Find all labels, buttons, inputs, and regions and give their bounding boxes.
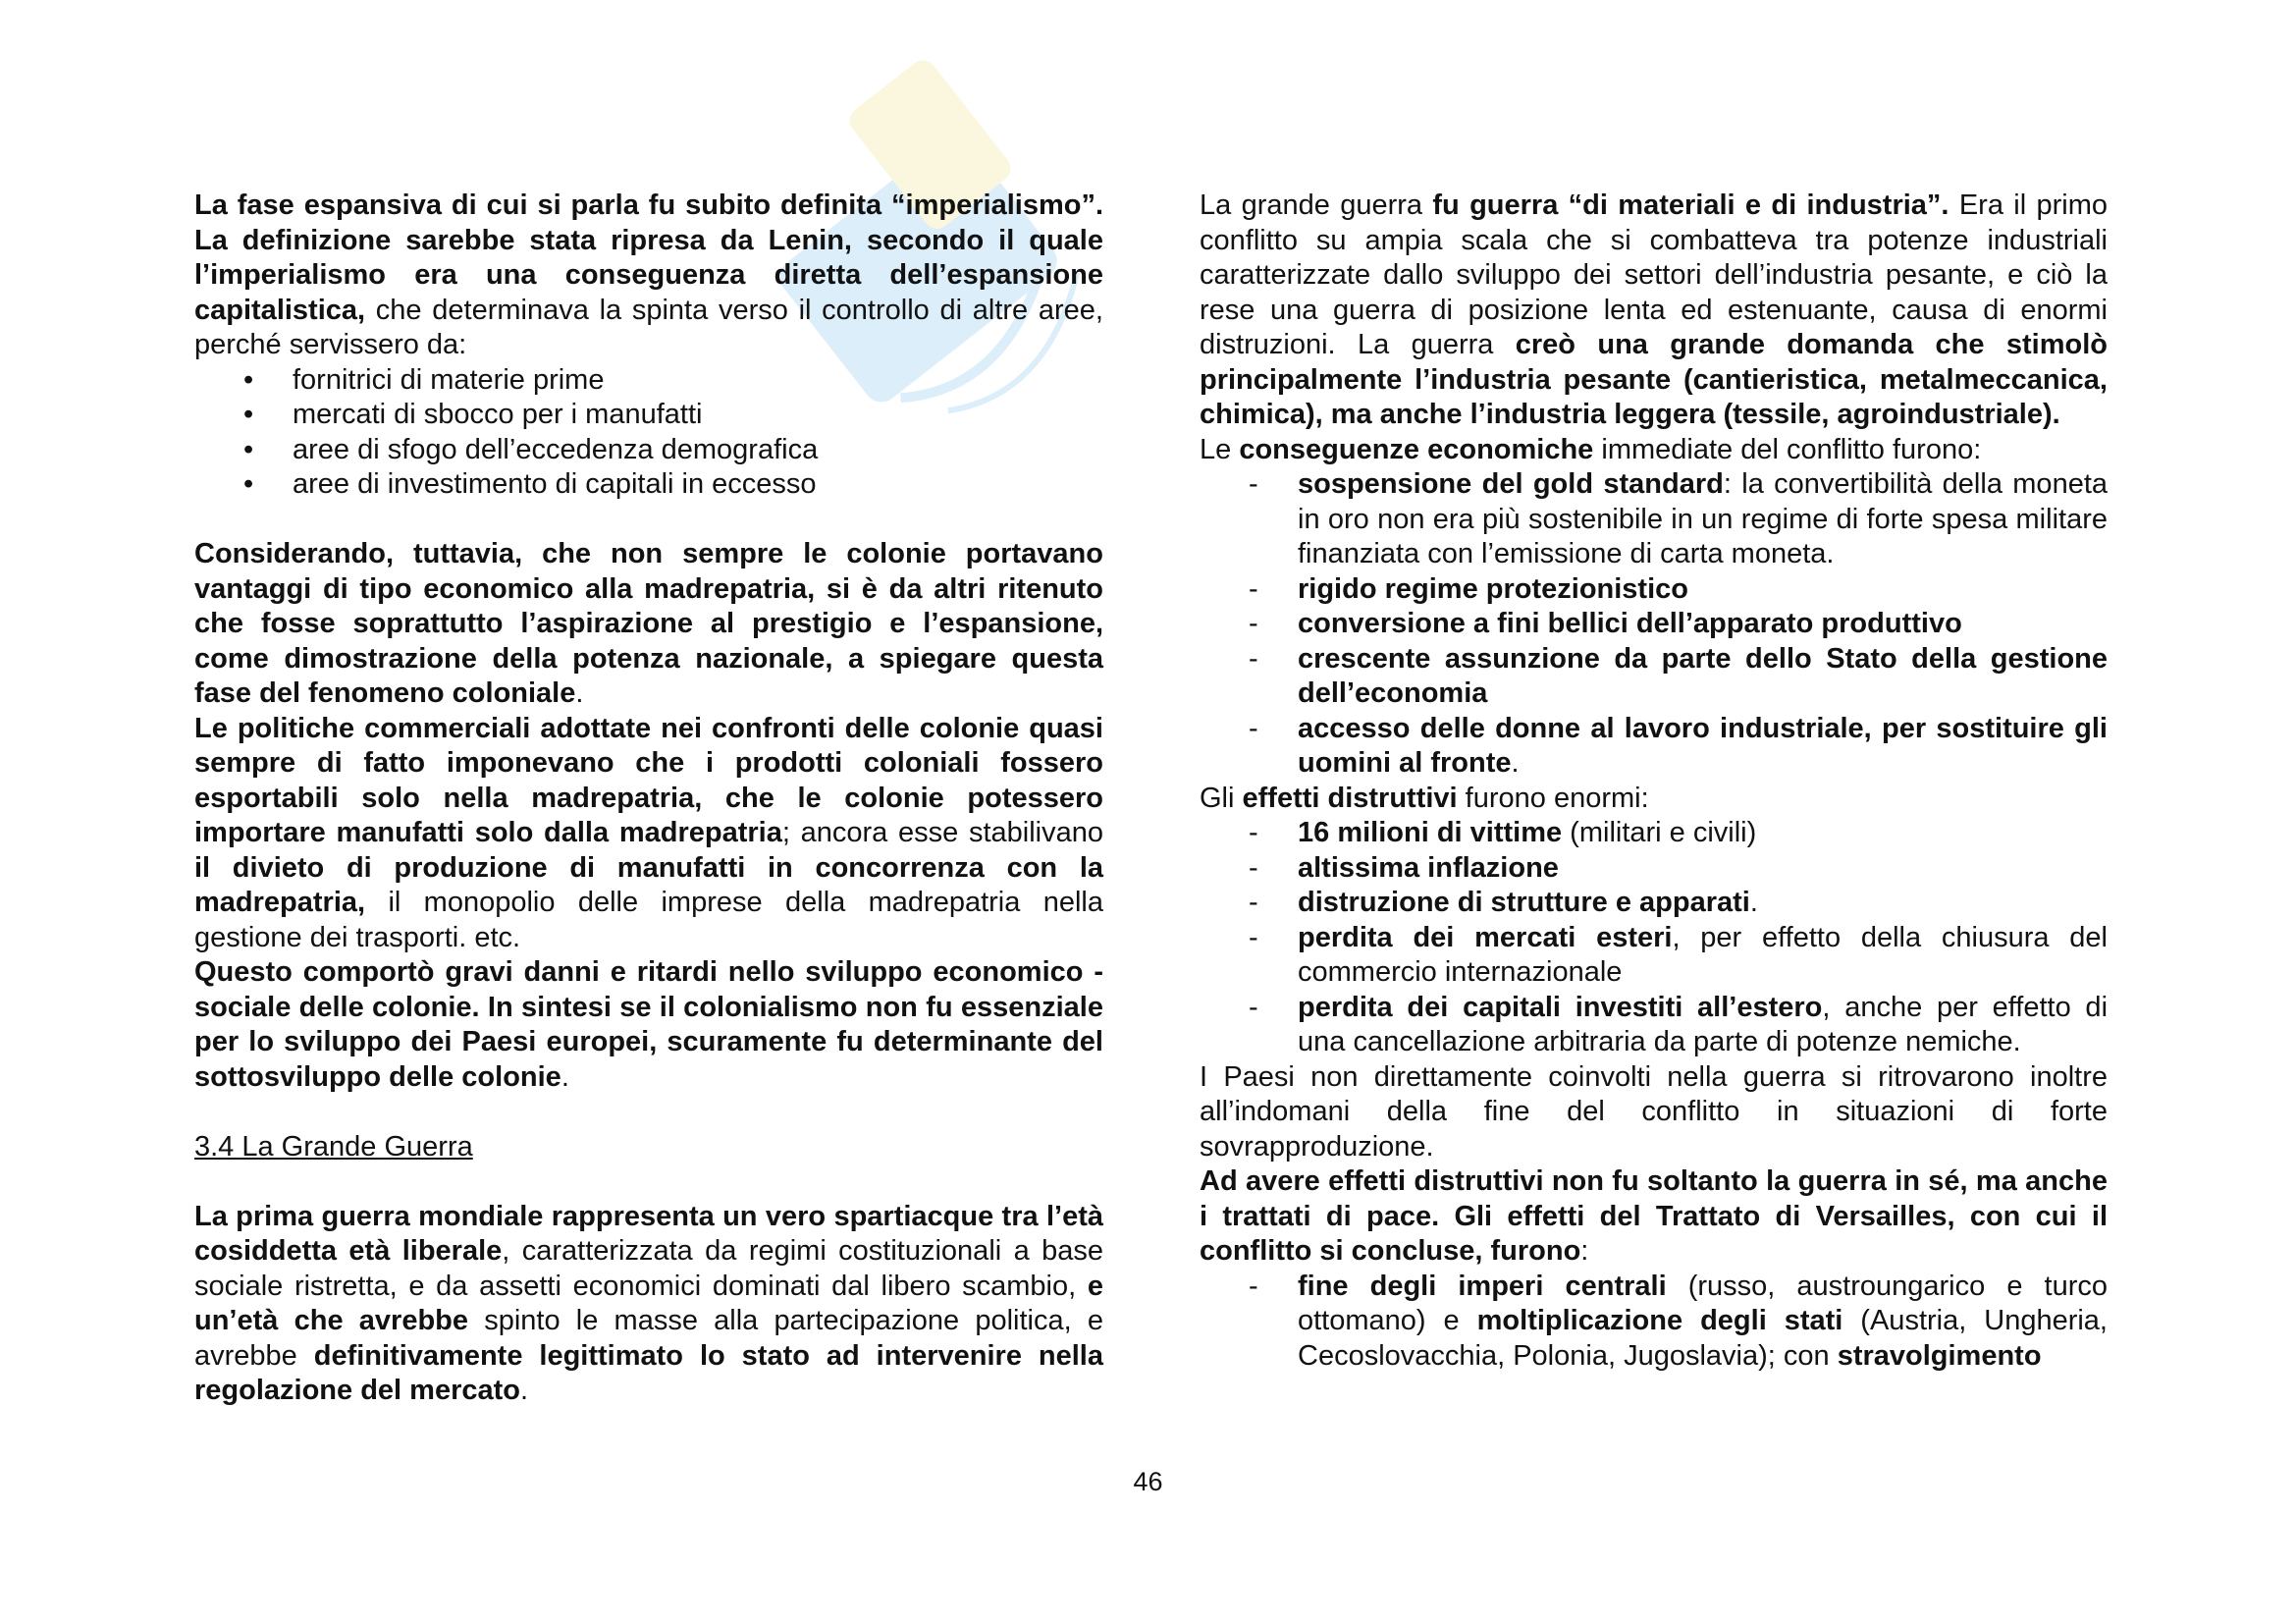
paragraph-prima-guerra: La prima guerra mondiale rappresenta un vero spartiacque tra l’età cosiddetta età liberale, caratterizzata da regimi costituzionali a base sociale ristretta, e da assetti economici dominati dal libero scambio, e un’età che avrebbe spinto le masse alla partecipazione politica, e avrebbe definitivamente legittimato lo stato ad intervenire nella regolazione del mercato. (194, 1200, 1103, 1406)
list-item: - 16 milioni di vittime (militari e civili) (1200, 816, 2108, 851)
paragraph-trattati: Ad avere effetti distruttivi non fu soltanto la guerra in sé, ma anche i trattati di pace. Gli effetti del Trattato di Versailles, con cui il conflitto si concluse, furono: (1200, 1165, 2108, 1267)
bullet-marker: • (243, 399, 254, 430)
section-heading: 3.4 La Grande Guerra (194, 1130, 473, 1163)
paragraph-danni: Questo comportò gravi danni e ritardi nello sviluppo economico - sociale delle colonie. In sintesi se il colonialismo non fu essenziale per lo sviluppo dei Paesi europei, scuramente fu determinante del sottosviluppo delle colonie. (194, 956, 1103, 1093)
list-item: - distruzione di strutture e apparati. (1200, 886, 2108, 921)
dash-marker: - (1249, 991, 1258, 1023)
dash-marker: - (1249, 468, 1258, 500)
list-item: • fornitrici di materie prime (194, 363, 1103, 399)
paragraph-imperialismo: La fase espansiva di cui si parla fu subito definita “imperialismo”. La definizione sarebbe stata ripresa da Lenin, secondo il quale l’imperialismo era una conseguenza diretta dell’espansione capitalistica, che determinava la spinta verso il controllo di altre aree, perché servissero da: (194, 189, 1103, 360)
page-number: 46 (1133, 1467, 1163, 1496)
paragraph-sovrapproduzione: I Paesi non direttamente coinvolti nella guerra si ritrovarono inoltre all’indomani della fine del conflitto in situazioni di forte sovrapproduzione. (1200, 1060, 2108, 1163)
list-item: • aree di investimento di capitali in eccesso (194, 467, 1103, 503)
dash-marker: - (1249, 608, 1258, 639)
list-item: - perdita dei mercati esteri, per effetto della chiusura del commercio internazionale (1249, 921, 2108, 988)
dash-marker: - (1249, 642, 1258, 675)
bullet-marker: • (243, 363, 254, 396)
bullet-list-aree (194, 363, 1103, 503)
dash-marker: - (1249, 851, 1258, 884)
paragraph-prestigio: Considerando, tuttavia, che non sempre le colonie portavano vantaggi di tipo economico alla madrepatria, si è da altri ritenuto che fosse soprattutto l’aspirazione al prestigio e l’espansione, come dimostrazione della potenza nazionale, a spiegare questa fase del fenomeno coloniale. (194, 538, 1103, 709)
paragraph-grande-guerra: La grande guerra fu guerra “di materiali e di industria”. Era il primo conflitto su ampia scala che si combatteva tra potenze industriali caratterizzate dallo sviluppo dei settori dell’industria pesante, e ciò la rese una guerra di posizione lenta ed estenuante, causa di enormi distruzioni. La guerra creò una grande domanda che stimolò principalmente l’industria pesante (cantieristica, metalmeccanica, chimica), ma anche l’industria leggera (tessile, agroindustriale). (1200, 189, 2109, 430)
dash-list-versailles (1200, 1270, 2108, 1375)
dash-list-conseguenze (1200, 467, 2108, 782)
dash-marker: - (1249, 1270, 1258, 1302)
dash-marker: - (1249, 572, 1258, 605)
right-column (1200, 189, 2108, 1374)
list-item: • aree di sfogo dell’eccedenza demografica (194, 433, 1103, 468)
list-item: - conversione a fini bellici dell’apparato produttivo (1200, 607, 2108, 642)
dash-marker: - (1249, 712, 1258, 744)
paragraph-effetti: Gli effetti distruttivi furono enormi: (1200, 782, 1649, 814)
left-column (194, 189, 1103, 1409)
list-item: - rigido regime protezionistico (1200, 572, 2108, 608)
bullet-marker: • (243, 468, 254, 500)
list-item: - altissima inflazione (1200, 851, 2108, 887)
dash-marker: - (1249, 887, 1258, 918)
paragraph-politiche-commerciali: Le politiche commerciali adottate nei confronti delle colonie quasi sempre di fatto imponevano che i prodotti coloniali fossero esportabili solo nella madrepatria, che le colonie potessero importare manufatti solo dalla madrepatria; ancora esse stabilivano il divieto di produzione di manufatti in concorrenza con la madrepatria, il monopolio delle imprese della madrepatria nella gestione dei trasporti. etc. (194, 712, 1104, 953)
list-item: - sospensione del gold standard: la convertibilità della moneta in oro non era più sostenibile in un regime di forte spesa militare finanziata con l’emissione di carta moneta. (1249, 468, 2109, 569)
dash-list-effetti (1200, 816, 2108, 1060)
paragraph-conseguenze: Le conseguenze economiche immediate del conflitto furono: (1200, 433, 1982, 465)
dash-marker: - (1249, 817, 1258, 848)
dash-marker: - (1249, 921, 1258, 953)
list-item: - fine degli imperi centrali (russo, austroungarico e turco ottomano) e moltiplicazione degli stati (Austria, Ungheria, Cecoslovacchia, Polonia, Jugoslavia); con stravolgimento (1249, 1270, 2108, 1372)
list-item: - perdita dei capitali investiti all’estero, anche per effetto di una cancellazione arbitraria da parte di potenze nemiche. (1249, 991, 2109, 1057)
list-item: - crescente assunzione da parte dello Stato della gestione dell’economia (1249, 642, 2108, 709)
list-item: • mercati di sbocco per i manufatti (194, 398, 1103, 433)
list-item: - accesso delle donne al lavoro industriale, per sostituire gli uomini al fronte. (1249, 712, 2108, 779)
bullet-marker: • (243, 433, 254, 465)
